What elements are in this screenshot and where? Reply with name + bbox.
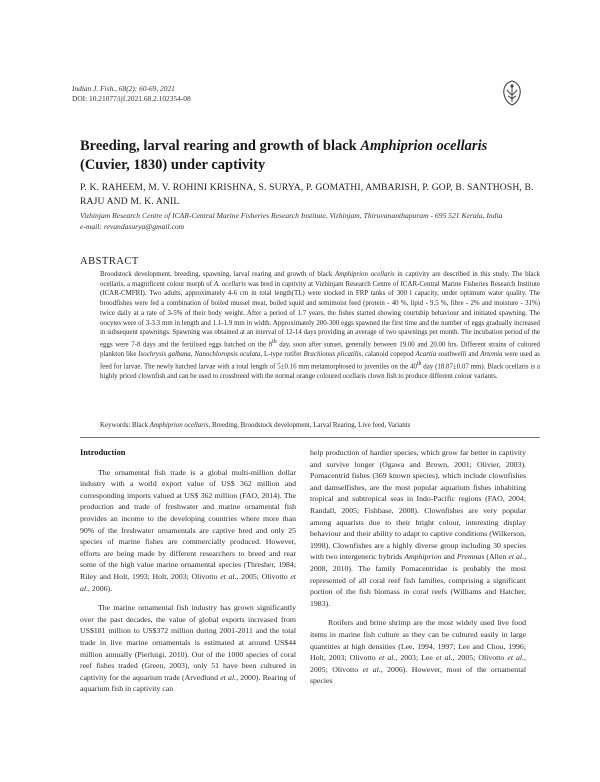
keywords-label: Keywords: Black — [100, 422, 150, 429]
body-text: Rotifers and brine shrimp are the most widely used live food items in marine fish culture as they can be cultured easily in large quantities at high densities (Lee, 1994, 1997; Lee and Chou, 1996; Holt, 2003; Olivotto — [310, 618, 526, 663]
body-text: , 2003; Lee — [395, 653, 436, 663]
title-species: Amphiprion ocellaris — [360, 138, 488, 154]
body-text: , 2008, 2010). The family Pomacentridae is probably the most represented of all coral reef fish families, comprising a significant portion of the fish biomass in coral reefs (Williams and Hatcher, 1983). — [310, 552, 527, 608]
doi-line: DOI: 10.21077/ijf.2021.68.2.102354-08 — [72, 94, 191, 103]
abstract-italic: Brachionus plicatilis, — [303, 350, 364, 358]
abstract-text: calanoid copepod — [363, 350, 416, 358]
left-column — [80, 447, 296, 695]
body-italic: et al. — [220, 672, 237, 682]
title-prefix: Breeding, larval rearing and growth of black — [80, 138, 361, 154]
body-text: , 2005; Olivotto — [236, 571, 291, 581]
body-text: , 2005; Olivotto — [310, 653, 526, 674]
body-italic: et al. — [220, 571, 237, 581]
body-italic: et al. — [80, 571, 296, 593]
body-text: , 2005; Olivotto — [452, 653, 508, 663]
icar-emblem-icon — [500, 80, 524, 106]
abstract-italic: Isochrysis galbana, Nanochloropsis oculata, — [138, 350, 263, 358]
paper-title — [80, 137, 540, 175]
abstract-text: were used as feed for larvae. The newly hatched larvae with a total length of 5±0.16 mm metamorphosed to juveniles on the 40 — [100, 350, 540, 370]
keywords-italic: Amphiprion ocellaris — [149, 422, 209, 429]
abstract-italic: Acartia southwelli — [415, 350, 467, 358]
affiliation — [80, 210, 540, 232]
abstract-text: was bred in captivity at Vizhinjam Research Centre of ICAR-Central Marine Fisheries Research Institute (ICAR-CMFRI). Two adults, approximately 4-6 cm in total length(TL) were stocked in FRP tanks of 300 l capacity, under optimum water quality. The broodfishes were fed a combination of boiled mussel meat, boiled squid and semimoist feed (protein - 40 %, lipid - 9.5 %, fibre - 2% and moisture - 31%) twice daily at a rate of 3-5% of their body weight. After a period of 1.7 years, the fishes started showing courtship behaviour and initiated spawning. The oocytes were of 3-3.3 mm in length and 1.1-1.9 mm in width. Approximately 200-300 eggs spawned the first time and the number of eggs gradually increased in subsequent spawnings. Spawning was obtained at an interval of 12-14 days providing an average of two spawnings per month. The incubation period of the eggs were 7-8 days and the fertilised eggs hatched on the 8 — [100, 280, 540, 349]
abstract-italic: Amphiprion ocellaris — [335, 271, 395, 278]
body-italic: Premnas — [456, 552, 485, 562]
body-text: (Allen — [484, 552, 509, 562]
body-text: The marine ornamental fish industry has grown significantly over the past decades, the value of global exports increased from US$181 million to US$372 million during 2001-2011 and the total trade in live marine ornamentals is estimated at around US$44 million annually (Pierluigi, 2010). Out of the 1000 species of coral reef fishes traded (Green, 2003), only 51 have been cultured in captivity for the aquarium trade (Arvedlund — [80, 603, 296, 682]
right-column — [310, 447, 526, 687]
abstract-text: day (18.87±0.07 mm). Black ocellaris is a highly priced clownfish and can be used to crossbreed with the normal orange coloured ocellaris clown fish to produce different colour variants. — [100, 362, 540, 380]
keywords-text: , Breeding, Broodstock development, Larval Rearing, Live feed, Variants — [208, 422, 411, 429]
body-text: The ornamental fish trade is a global multi-million dollar industry with a world export value of US$ 362 million and corresponding imports valued at US$ 362 million (FAO, 2014). The production and trade of freshwater and marine ornamental fish provides an income to the developing countries where more than 90% of the freshwater ornamentals are captive bred and only 25 species of marine fishes are commercially produced. However, efforts are being made by different researchers to breed and rear some of the high value marine ornamental species (Thresher, 1984; Riley and Holt, 1993; Holt, 2003; Olivotto — [80, 467, 296, 581]
section-divider — [80, 437, 540, 438]
abstract-italic: A. ocellaris — [213, 280, 246, 288]
abstract-body — [100, 270, 540, 381]
abstract-text: day, soon after sunset, generally between 19.00 and 20.00 hrs. Different strains of cultured plankton like — [100, 341, 540, 358]
abstract-text: L-type rotifer — [262, 350, 304, 358]
author-list: P. K. RAHEEM, M. V. ROHINI KRISHNA, S. SURYA, P. GOMATHI, AMBARISH, P. GOP, B. SANTHOSH, B. RAJU AND M. K. ANIL — [80, 182, 534, 207]
introduction-heading: Introduction — [80, 448, 126, 457]
abstract-superscript: th — [416, 360, 422, 367]
body-paragraph — [310, 447, 526, 609]
contact-email: e-mail: revandasurya@gmail.com — [80, 222, 185, 231]
body-italic: et al. — [508, 552, 525, 562]
abstract-superscript: th — [272, 338, 277, 345]
journal-header — [72, 84, 191, 104]
abstract-text: Broodstock development, breeding, spawning, larval rearing and growth of black — [100, 271, 336, 278]
body-text: , 2000). Rearing of aquarium fish in captivity can — [80, 672, 297, 694]
keywords-line — [100, 421, 540, 431]
body-text: help production of hardier species, which grow far better in captivity and survive longer (Ogawa and Brown, 2001; Olivier, 2003). Pomacentrid fishes (369 known species), which include clownfishes and damselfishes, are the most popular aquarium fishes inhabiting tropical and subtropical seas in Indo-Pacific regions (FAO, 2004; Randall, 2005; Fishbase, 2008). Clownfishes are very popular among aquarists due to their bright colour, interesting display behaviour and their ability to adapt to captive conditions (Wilkerson, 1998). Clownfishes are a highly diverse group including 30 species with two intergeneric hybrids — [310, 448, 526, 562]
body-text: and — [441, 552, 457, 562]
affiliation-address: Vizhinjam Research Centre of ICAR-Central Marine Fisheries Research Institute, Vizhinjam, Thiruvananthapuram - 695 521 Kerala, India — [80, 211, 503, 220]
title-suffix: (Cuvier, 1830) under captivity — [80, 157, 266, 173]
abstract-text: and — [466, 350, 481, 358]
body-italic: et al. — [435, 653, 453, 663]
body-paragraph — [80, 467, 296, 595]
abstract-text: in captivity are described in this study. The black ocellaris, a magnificent colour morph of — [100, 271, 540, 288]
journal-citation: Indian J. Fish., 68(2): 60-69, 2021 — [72, 84, 175, 93]
body-paragraph — [310, 617, 526, 687]
body-italic: et al. — [507, 653, 525, 663]
abstract-heading: ABSTRACT — [80, 256, 139, 267]
body-text: , 2006). However, most of the ornamental species — [310, 664, 526, 686]
body-italic: et al. — [362, 664, 381, 674]
abstract-italic: Artemia — [480, 350, 503, 358]
body-italic: et al. — [378, 653, 396, 663]
body-text: , 2006). — [88, 583, 113, 593]
body-italic: Amphiprion — [404, 552, 442, 562]
body-paragraph — [80, 602, 296, 695]
